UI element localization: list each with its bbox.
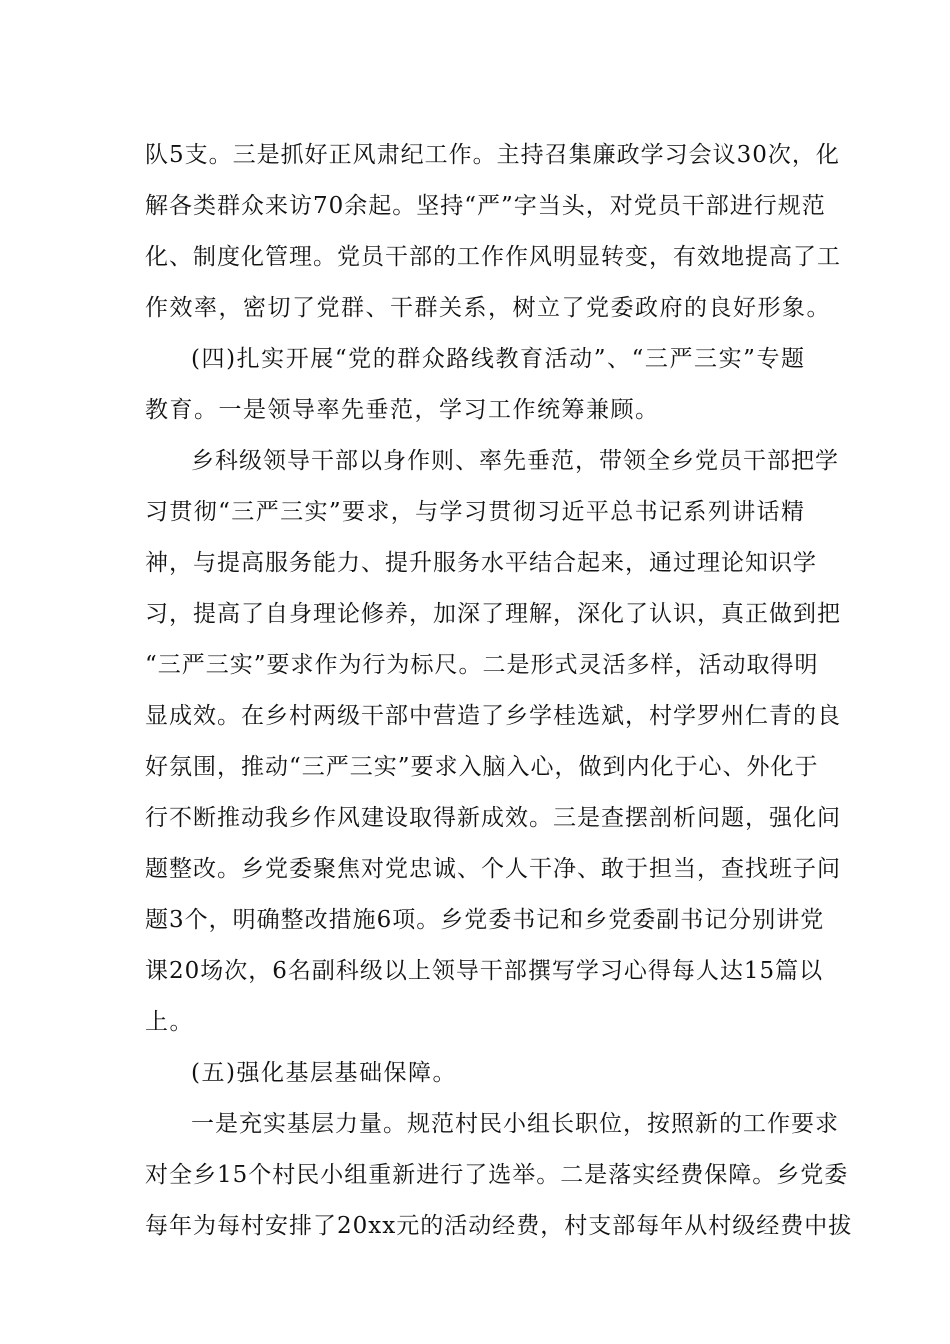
text-line: 解各类群众来访70余起。坚持“严”字当头，对党员干部进行规范: [145, 193, 826, 219]
text-line: 乡科级领导干部以身作则、率先垂范，带领全乡党员干部把学: [191, 448, 839, 474]
text-line: 上。: [145, 1009, 194, 1035]
text-line: 一是充实基层力量。规范村民小组长职位，按照新的工作要求: [191, 1111, 839, 1137]
text-line: 好氛围，推动“三严三实”要求入脑入心，做到内化于心、外化于: [145, 754, 819, 780]
text-line: (四)扎实开展“党的群众路线教育活动”、“三严三实”专题: [191, 346, 805, 372]
text-line: “三严三实”要求作为行为标尺。二是形式灵活多样，活动取得明: [145, 652, 819, 678]
text-line: 题3个，明确整改措施6项。乡党委书记和乡党委副书记分别讲党: [145, 907, 825, 933]
text-line: 题整改。乡党委聚焦对党忠诚、个人干净、敢于担当，查找班子问: [145, 856, 841, 882]
text-line: 作效率，密切了党群、干群关系，树立了党委政府的良好形象。: [145, 295, 831, 321]
text-line: 显成效。在乡村两级干部中营造了乡学桂选斌，村学罗州仁青的良: [145, 703, 841, 729]
text-line: 对全乡15个村民小组重新进行了选举。二是落实经费保障。乡党委: [145, 1162, 849, 1188]
text-line: 队5支。三是抓好正风肃纪工作。主持召集廉政学习会议30次，化: [145, 142, 840, 168]
document-body: [145, 130, 853, 1252]
text-line: 每年为每村安排了20xx元的活动经费，村支部每年从村级经费中拔: [145, 1213, 853, 1239]
text-line: 课20场次，6名副科级以上领导干部撰写学习心得每人达15篇以: [145, 958, 824, 984]
text-line: 神，与提高服务能力、提升服务水平结合起来，通过理论知识学: [145, 550, 817, 576]
text-line: 化、制度化管理。党员干部的工作作风明显转变，有效地提高了工: [145, 244, 841, 270]
text-line: 习贯彻“三严三实”要求，与学习贯彻习近平总书记系列讲话精: [145, 499, 805, 525]
text-line: 行不断推动我乡作风建设取得新成效。三是查摆剖析问题，强化问: [145, 805, 841, 831]
text-line: 教育。一是领导率先垂范，学习工作统筹兼顾。: [145, 397, 660, 423]
section-heading: (五)强化基层基础保障。: [191, 1060, 457, 1086]
text-line: 习，提高了自身理论修养，加深了理解，深化了认识，真正做到把: [145, 601, 841, 627]
